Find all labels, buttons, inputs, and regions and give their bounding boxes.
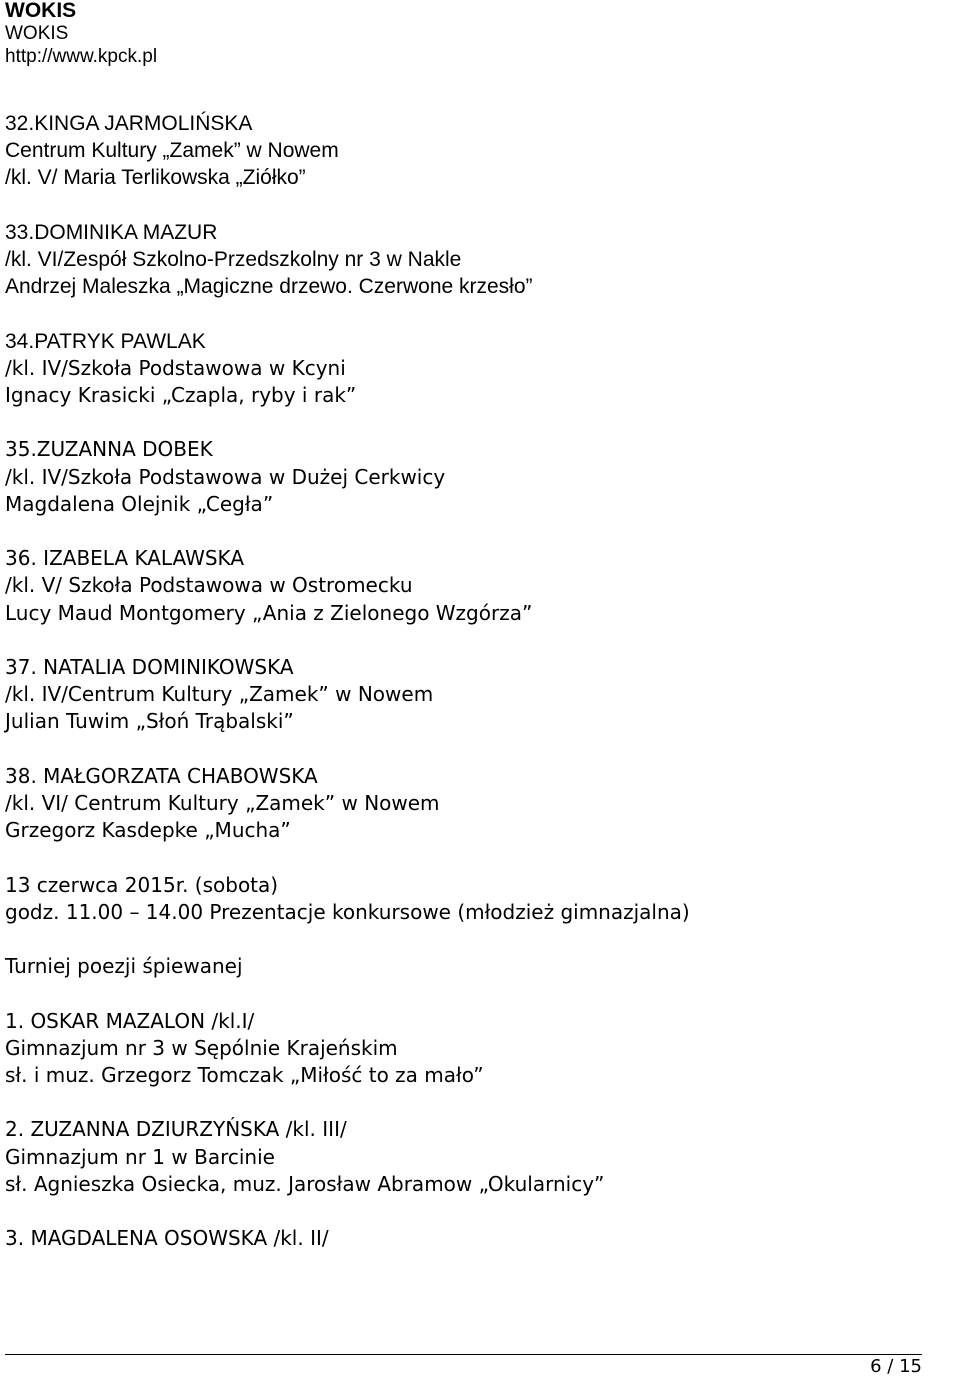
- participant-piece: Grzegorz Kasdepke „Mucha”: [5, 818, 291, 843]
- participant-name: 33.DOMINIKA MAZUR: [5, 220, 218, 244]
- participant-name: 35.ZUZANNA DOBEK: [5, 437, 213, 462]
- site-name: WOKIS: [5, 23, 69, 44]
- performer-name: 2. ZUZANNA DZIURZYŃSKA /kl. III/: [5, 1117, 347, 1142]
- section-heading: [5, 953, 945, 980]
- participant-school: /kl. VI/Zespół Szkolno-Przedszkolny nr 3 w Nakle: [5, 248, 462, 271]
- participant-school: Centrum Kultury „Zamek” w Nowem: [5, 139, 339, 163]
- page-footer: [5, 1354, 922, 1377]
- participant-school: /kl. IV/Szkoła Podstawowa w Kcyni: [5, 355, 346, 380]
- list-item: [5, 110, 945, 192]
- participant-school: /kl. V/ Szkoła Podstawowa w Ostromecku: [5, 573, 413, 598]
- page-number: 6 / 15: [870, 1356, 922, 1377]
- section-title: Turniej poezji śpiewanej: [5, 954, 243, 979]
- performer-school: Gimnazjum nr 1 w Barcinie: [5, 1144, 275, 1169]
- list-item: [5, 1116, 945, 1198]
- participant-name: 38. MAŁGORZATA CHABOWSKA: [5, 763, 318, 788]
- participant-name: 34.PATRYK PAWLAK: [5, 329, 206, 353]
- participant-school: /kl. VI/ Centrum Kultury „Zamek” w Nowem: [5, 790, 440, 815]
- list-item: [5, 763, 945, 845]
- participant-piece: Andrzej Maleszka „Magiczne drzewo. Czerwone krzesło”: [5, 275, 533, 299]
- page-header: [5, 0, 157, 68]
- list-item: [5, 654, 945, 736]
- participant-school: /kl. IV/Centrum Kultury „Zamek” w Nowem: [5, 682, 434, 707]
- participant-piece: Ignacy Krasicki „Czapla, ryby i rak”: [5, 383, 357, 407]
- document-body: [5, 110, 945, 1280]
- schedule-time: godz. 11.00 – 14.00 Prezentacje konkursowe (młodzież gimnazjalna): [5, 899, 690, 924]
- participant-name: 36. IZABELA KALAWSKA: [5, 546, 244, 571]
- schedule-block: [5, 872, 945, 926]
- site-url[interactable]: http://www.kpck.pl: [5, 46, 158, 67]
- site-title: WOKIS: [5, 0, 77, 22]
- list-item: [5, 545, 945, 627]
- performer-song: sł. i muz. Grzegorz Tomczak „Miłość to za mało”: [5, 1062, 484, 1087]
- performer-name: 3. MAGDALENA OSOWSKA /kl. II/: [5, 1226, 329, 1251]
- list-item: [5, 436, 945, 518]
- participant-piece: /kl. V/ Maria Terlikowska „Ziółko”: [5, 166, 306, 190]
- list-item: [5, 1225, 945, 1252]
- list-item: [5, 1008, 945, 1090]
- participant-name: 37. NATALIA DOMINIKOWSKA: [5, 654, 294, 679]
- participant-name: 32.KINGA JARMOLIŃSKA: [5, 112, 253, 135]
- participant-piece: Magdalena Olejnik „Cegła”: [5, 491, 274, 516]
- performer-school: Gimnazjum nr 3 w Sępólnie Krajeńskim: [5, 1035, 398, 1060]
- participant-school: /kl. IV/Szkoła Podstawowa w Dużej Cerkwicy: [5, 464, 446, 489]
- performer-name: 1. OSKAR MAZALON /kl.I/: [5, 1008, 255, 1033]
- list-item: [5, 219, 945, 301]
- performer-song: sł. Agnieszka Osiecka, muz. Jarosław Abramow „Okularnicy”: [5, 1171, 605, 1196]
- schedule-date: 13 czerwca 2015r. (sobota): [5, 872, 279, 897]
- list-item: [5, 328, 945, 410]
- participant-piece: Julian Tuwim „Słoń Trąbalski”: [5, 709, 294, 734]
- participant-piece: Lucy Maud Montgomery „Ania z Zielonego Wzgórza”: [5, 600, 533, 625]
